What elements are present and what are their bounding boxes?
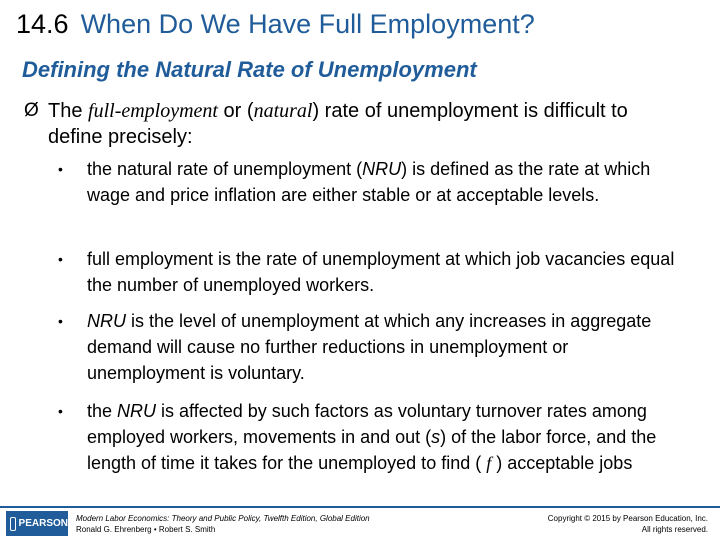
bullet-dot-icon: •	[58, 403, 63, 419]
copyright-text: Copyright © 2015 by Pearson Education, Inc.	[547, 514, 708, 523]
term-f: f	[486, 453, 492, 473]
sub-bullet-text	[58, 156, 688, 208]
bullet-dot-icon: •	[58, 251, 63, 267]
term-s: s	[431, 427, 441, 447]
text-part: is affected by such factors as voluntary turnover rates among employed workers, movements in and out (	[87, 401, 647, 447]
book-authors: Ronald G. Ehrenberg • Robert S. Smith	[76, 525, 216, 534]
footer-book-info	[76, 513, 370, 535]
section-number: 14.6	[16, 9, 69, 39]
slide-title	[16, 6, 535, 42]
main-bullet-text	[22, 98, 682, 150]
text-part: full employment is the rate of unemployment at which job vacancies equal the number of unemployed workers.	[87, 249, 675, 295]
rights-text: All rights reserved.	[641, 525, 708, 534]
term-nru: NRU	[87, 311, 126, 331]
main-bullet	[22, 98, 682, 150]
book-title: Modern Labor Economics: Theory and Public Policy, Twelfth Edition, Global Edition	[76, 514, 370, 523]
sub-bullet-item	[58, 156, 688, 208]
text-part: ) of the labor force, and the length of time it takes for the unemployed to find (	[87, 427, 657, 473]
sub-bullet-item	[58, 246, 688, 298]
main-bullet-term-full-employment: full-employment	[88, 100, 218, 122]
term-nru: NRU	[362, 159, 402, 179]
title-text: When Do We Have Full Employment?	[80, 9, 535, 39]
arrow-bullet-icon: Ø	[24, 100, 39, 121]
slide-subtitle: Defining the Natural Rate of Unemployment	[22, 57, 477, 82]
pearson-logo-icon	[10, 517, 16, 531]
pearson-logo-text: PEARSON	[18, 518, 68, 529]
main-bullet-term-natural: natural	[253, 100, 313, 122]
term-nru: NRU	[117, 401, 157, 421]
footer-copyright	[548, 513, 708, 535]
text-part: the	[87, 401, 118, 421]
main-bullet-text-part: ) rate of unemployment is difficult to define precisely:	[48, 100, 628, 148]
sub-bullet-item	[58, 398, 688, 476]
main-bullet-text-part: or (	[218, 100, 254, 122]
bullet-dot-icon: •	[58, 161, 63, 177]
sub-bullet-text	[58, 398, 688, 476]
text-part: ) is defined as the rate at which wage and price inflation are either stable or at acceptable levels.	[87, 159, 651, 205]
text-part: ) acceptable jobs	[491, 453, 633, 473]
sub-bullet-item	[58, 308, 688, 386]
text-part: the natural rate of unemployment (	[87, 159, 363, 179]
pearson-logo	[6, 511, 68, 536]
sub-bullet-text	[58, 246, 688, 298]
text-part: is the level of unemployment at which any increases in aggregate demand will cause no further reductions in unemployment or unemployment is voluntary.	[87, 311, 652, 383]
main-bullet-text-part: The	[48, 100, 89, 122]
footer-divider	[0, 506, 720, 508]
sub-bullet-text	[58, 308, 688, 386]
bullet-dot-icon: •	[58, 313, 63, 329]
